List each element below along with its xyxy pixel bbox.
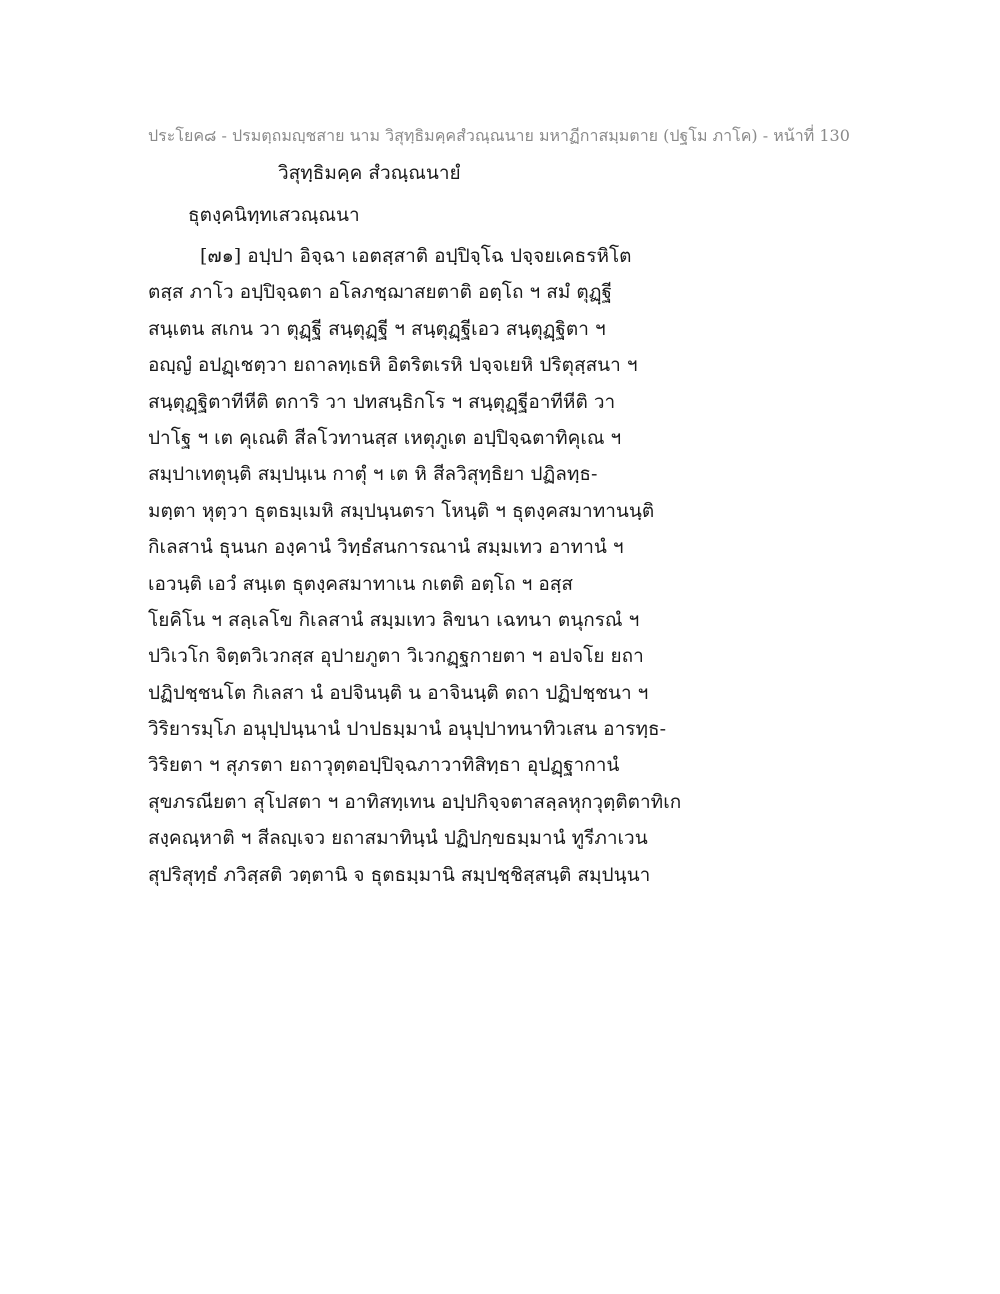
text-line: กิเลสานํ ธุนนก องฺคานํ วิทฺธํสนการณานํ สมฺมเทว อาทานํ ฯ xyxy=(148,536,624,559)
body-text xyxy=(148,238,868,893)
text-line: สนฺตุฏฺฐิตาทีหีติ ตการิ วา ปทสนฺธิกโร ฯ สนฺตุฏฺฐีอาทีหีติ วา xyxy=(148,390,616,413)
text-line: เอวนฺติ เอวํ สนฺเต ธุตงฺคสมาทาเน กเตติ อตฺโถ ฯ อสฺส xyxy=(148,572,573,595)
text-line: โยคิโน ฯ สลฺเลโข กิเลสานํ สมฺมเทว ลิขนา เฉทนา ตนุกรณํ ฯ xyxy=(148,608,640,631)
text-line: ปวิเวโก จิตฺตวิเวกสฺส อุปายภูตา วิเวกฏฺฐกายตา ฯ อปจโย ยถา xyxy=(148,645,644,668)
section-subtitle: ธุตงฺคนิทฺทเสวณฺณนา xyxy=(188,204,360,226)
text-line: วิริยตา ฯ สุภรตา ยถาวุตฺตอปฺปิจฺฉภาวาทิสิทฺธา อุปฏฺฐากานํ xyxy=(148,754,620,777)
section-title: วิสุทฺธิมคฺค สํวณฺณนายํ xyxy=(278,162,461,184)
text-line: วิริยารมฺโภ อนุปฺปนฺนานํ ปาปธมฺมานํ อนุปฺปาทนาทิวเสน อารทฺธ- xyxy=(148,718,667,741)
text-line: มตฺตา หุตฺวา ธุตธมฺเมหิ สมฺปนฺนตรา โหนฺติ ฯ ธุตงฺคสมาทานนฺติ xyxy=(148,499,655,522)
text-line: ตสฺส ภาโว อปฺปิจฺฉตา อโลภชฺฌาสยตาติ อตฺโถ ฯ สมํ ตุฏฺฐี xyxy=(148,281,612,304)
text-line: ปาโฐ ฯ เต คุเณติ สีลโวทานสฺส เหตุภูเต อปฺปิจฺฉตาทิคุเณ ฯ xyxy=(148,426,622,449)
text-line: สงฺคณฺหาติ ฯ สีลญฺเจว ยถาสมาทินฺนํ ปฏิปกฺขธมฺมานํ ทูรีภาเวน xyxy=(148,827,648,850)
text-line: สนฺเตน สเกน วา ตุฏฺฐี สนฺตุฏฺฐี ฯ สนฺตุฏฺฐีเอว สนฺตุฏฺฐิตา ฯ xyxy=(148,317,606,340)
text-line: อญฺญํ อปฏฺเชตฺวา ยถาลทฺเธหิ อิตริตเรหิ ปจฺจเยหิ ปริตุสฺสนา ฯ xyxy=(148,354,638,377)
text-line: [๗๑] อปฺปา อิจฺฉา เอตสฺสาติ อปฺปิจฺโฉ ปจฺจยเคธรหิโต xyxy=(200,245,632,267)
text-line: สุขภรณียตา สุโปสตา ฯ อาทิสทฺเทน อปฺปกิจฺจตาสลฺลหุกวุตฺติตาทิเก xyxy=(148,790,682,813)
running-header: ประโยค๘ - ปรมตฺถมญฺชสาย นาม วิสุทฺธิมคฺคสํวณฺณนาย มหาฏีกาสมฺมตาย (ปฐโม ภาโค) - หน้าที่ 130 xyxy=(148,126,850,145)
text-line: สมฺปาเทตุนฺติ สมฺปนฺเน กาตุํ ฯ เต หิ สีลวิสุทฺธิยา ปฏิลทฺธ- xyxy=(148,463,598,486)
text-line: สุปริสุทฺธํ ภวิสฺสติ วตฺตานิ จ ธุตธมฺมานิ สมฺปชฺชิสฺสนฺติ สมฺปนฺนา xyxy=(148,863,651,886)
text-line: ปฏิปชฺชนโต กิเลสา นํ อปจินนฺติ น อาจินนฺติ ตถา ปฏิปชฺชนา ฯ xyxy=(148,681,649,704)
